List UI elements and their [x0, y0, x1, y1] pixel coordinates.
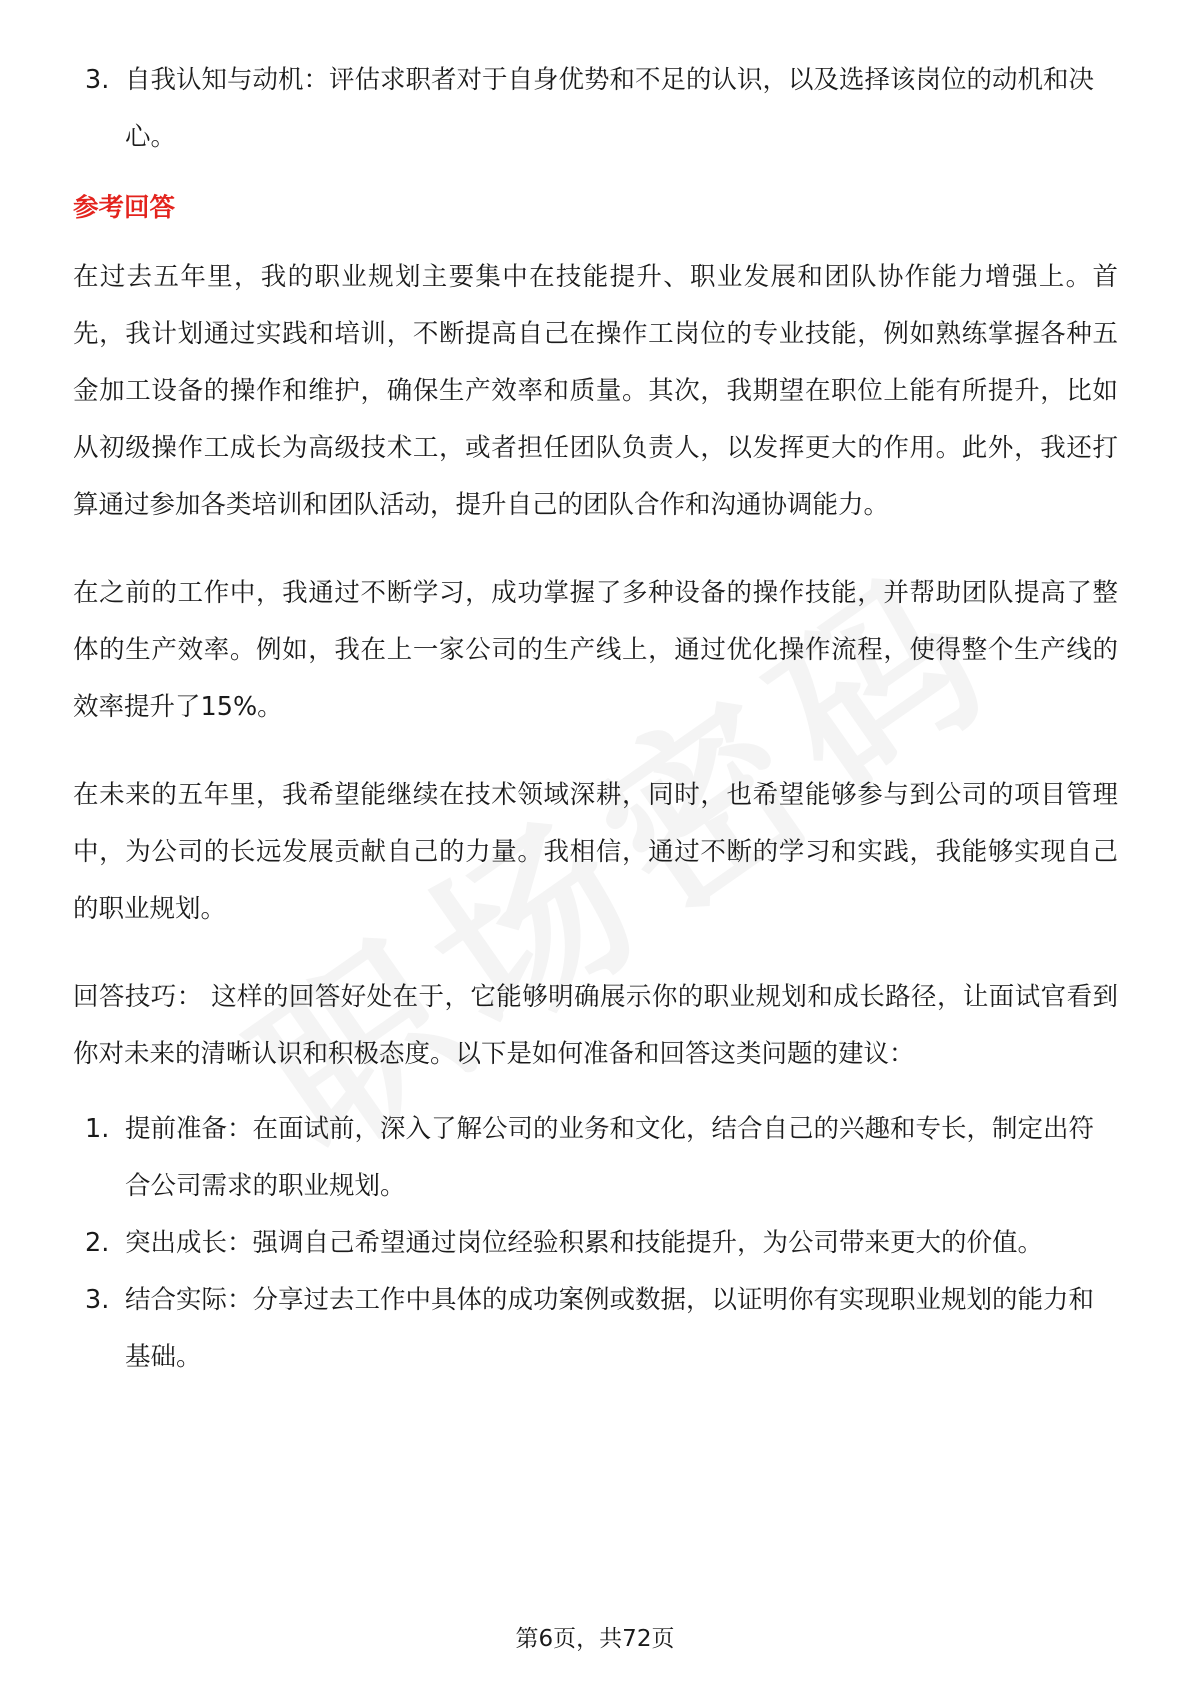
list-text: 自我认知与动机：评估求职者对于自身优势和不足的认识，以及选择该岗位的动机和决心。: [125, 65, 1095, 152]
list-number: 3.: [85, 1285, 110, 1315]
list-number: 2.: [85, 1228, 110, 1258]
list-item: [73, 1272, 1118, 1386]
page-content: [73, 52, 1118, 1386]
tips-list: [73, 1101, 1118, 1386]
section-title: 参考回答: [73, 193, 176, 223]
page-number-footer: 第6页，共72页: [515, 1626, 675, 1652]
list-text: 结合实际：分享过去工作中具体的成功案例或数据，以证明你有实现职业规划的能力和基础。: [125, 1285, 1095, 1372]
list-text: 提前准备：在面试前，深入了解公司的业务和文化，结合自己的兴趣和专长，制定出符合公司需求的职业规划。: [125, 1114, 1095, 1201]
answer-paragraph-3: 在未来的五年里，我希望能继续在技术领域深耕，同时，也希望能够参与到公司的项目管理中，为公司的长远发展贡献自己的力量。我相信，通过不断的学习和实践，我能够实现自己的职业规划。: [73, 780, 1118, 924]
evaluation-list: [73, 52, 1118, 166]
answer-paragraph-2: 在之前的工作中，我通过不断学习，成功掌握了多种设备的操作技能，并帮助团队提高了整体的生产效率。例如，我在上一家公司的生产线上，通过优化操作流程，使得整个生产线的效率提升了15%。: [73, 578, 1118, 722]
list-number: 1.: [85, 1114, 110, 1144]
answer-paragraph-1: 在过去五年里，我的职业规划主要集中在技能提升、职业发展和团队协作能力增强上。首先，我计划通过实践和培训，不断提高自己在操作工岗位的专业技能，例如熟练掌握各种五金加工设备的操作和维护，确保生产效率和质量。其次，我期望在职位上能有所提升，比如从初级操作工成长为高级技术工，或者担任团队负责人，以发挥更大的作用。此外，我还打算通过参加各类培训和团队活动，提升自己的团队合作和沟通协调能力。: [73, 262, 1118, 520]
list-item: [73, 1215, 1118, 1272]
list-number: 3.: [85, 65, 110, 95]
tips-intro-paragraph: 回答技巧： 这样的回答好处在于，它能够明确展示你的职业规划和成长路径，让面试官看到你对未来的清晰认识和积极态度。以下是如何准备和回答这类问题的建议：: [73, 982, 1118, 1069]
list-item: [73, 52, 1118, 166]
list-text: 突出成长：强调自己希望通过岗位经验积累和技能提升，为公司带来更大的价值。: [125, 1228, 1044, 1258]
list-item: [73, 1101, 1118, 1215]
